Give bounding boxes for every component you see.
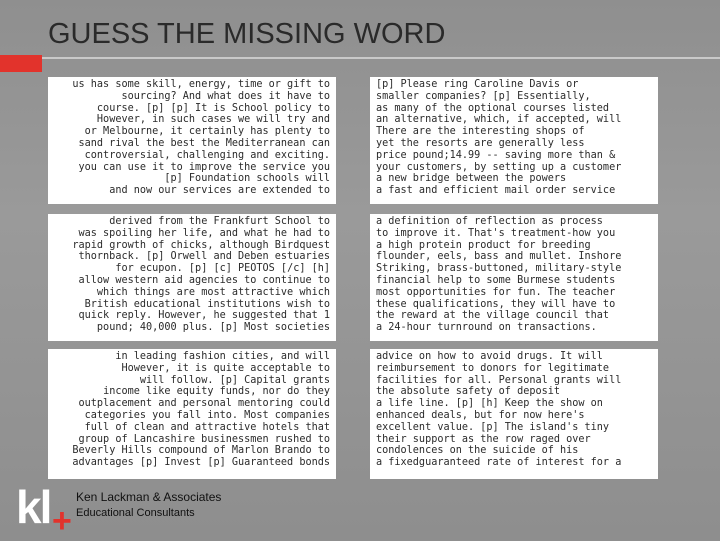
concordance-text: advice on how to avoid drugs. It will reimbursement to donors for legitimate facilities for all. Personal grants will the absolute safety of deposit a life line. [p] [h] Keep the show on enhanced deals, but for now here's excellent value. [p] The island's tiny their support as the row raged over condolences on the suicide of his a fixedguaranteed rate of interest for a [376,351,622,469]
concordance-text: a definition of reflection as process to improve it. That's treatment-how you a high protein product for breeding flounder, eels, bass and mullet. Inshore Striking, brass-buttoned, military-style financial help to some Burmese students most opportunities for fun. The teacher these qualifications, they will have to the reward at the village council that a 24-hour turnround on transactions. [376,216,622,334]
logo-letters: kl [16,481,51,533]
concordance-panel-bottom-left [48,349,336,479]
slide-title: GUESS THE MISSING WORD [48,18,446,50]
concordance-panel-top-left [48,77,336,204]
concordance-panel-top-right [370,77,658,204]
company-name: Ken Lackman & Associates [76,490,222,504]
company-tagline: Educational Consultants [76,507,195,519]
concordance-text: derived from the Frankfurt School to was spoiling her life, and what he had to rapid growth of chicks, although Birdquest thornback. [p] Orwell and Deben estuaries for ecupon. [p] [c] PEOTOS [/c] [h] allow western aid agencies to continue to which things are most attractive which British educational institutions wish to quick reply. However, he suggested that 1 pound; 40,000 plus. [p] Most societies [72,216,330,334]
concordance-panel-middle-left [48,214,336,341]
concordance-text: in leading fashion cities, and will However, it is quite acceptable to will follow. [p] Capital grants income like equity funds, nor do they outplacement and personal mentoring could categories you fall into. Most companies full of clean and attractive hotels that group of Lancashire businessmen rushed to Beverly Hills compound of Marlon Brando to advantages [p] Invest [p] Guaranteed bonds [72,351,330,469]
concordance-text: us has some skill, energy, time or gift to sourcing? And what does it have to course. [p] [p] It is School policy to However, in such cases we will try and or Melbourne, it certainly has plenty to sand rival the best the Mediterranean can controversial, challenging and exciting. you can use it to improve the service you [p] Foundation schools will and now our services are extended to [72,79,330,197]
slide-header [0,0,720,76]
concordance-panel-bottom-right [370,349,658,479]
concordance-text: [p] Please ring Caroline Davis or smaller companies? [p] Essentially, as many of the optional courses listed an alternative, which, if accepted, will There are the interesting shops of yet the resorts are generally less price pound;14.99 -- saving more than & your customers, by setting up a customer a new bridge between the powers a fast and efficient mail order service [376,79,622,197]
title-divider [42,57,720,59]
concordance-panel-middle-right [370,214,658,341]
plus-icon: + [52,502,72,540]
company-logo [16,481,76,540]
accent-bar [0,55,42,72]
